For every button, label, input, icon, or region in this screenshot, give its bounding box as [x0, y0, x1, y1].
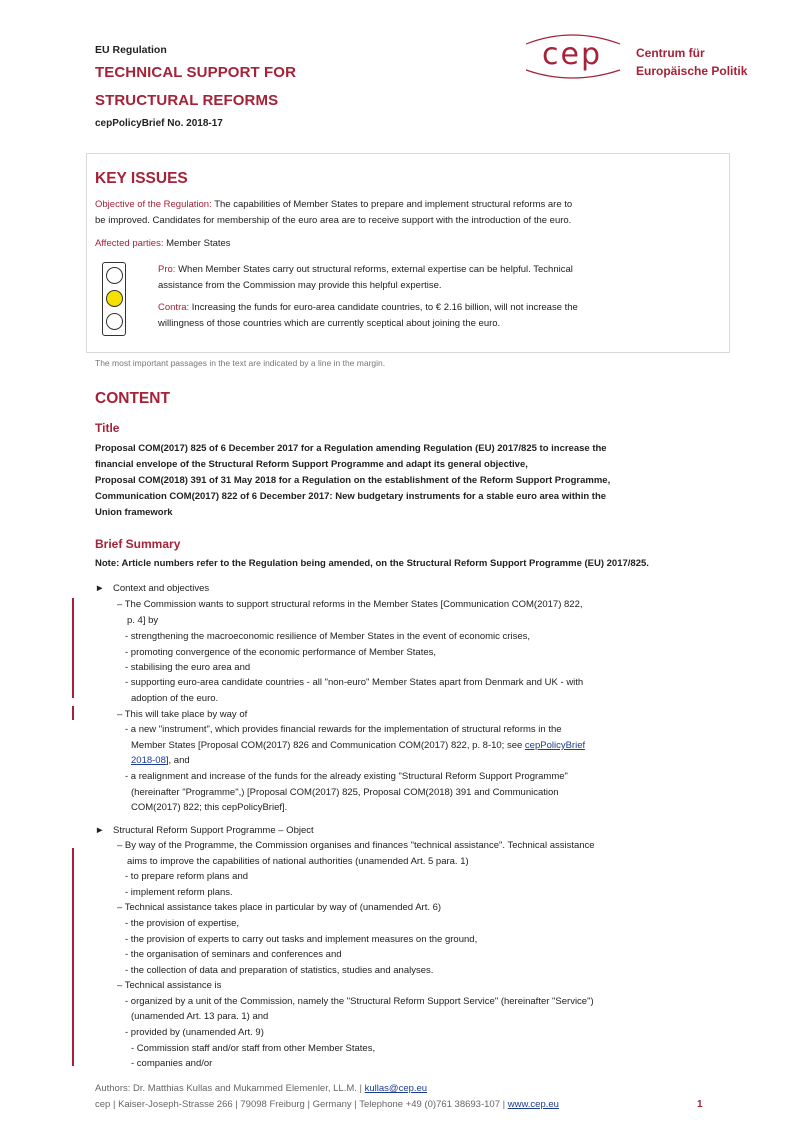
list-item: – This will take place by way of — [117, 709, 248, 720]
traffic-light-icon — [102, 262, 126, 336]
list-item: - Commission staff and/or staff from other Member States, — [131, 1043, 376, 1054]
list-item — [131, 753, 190, 769]
affected-text: Member States — [166, 238, 231, 249]
title-text-line: Proposal COM(2017) 825 of 6 December 2017 for a Regulation amending Regulation (EU) 2017/825 to increase the — [95, 443, 607, 454]
list-item: (hereinafter "Programme",) [Proposal COM(2017) 825, Proposal COM(2018) 391 and Communication — [131, 787, 559, 798]
footer-authors — [95, 1083, 427, 1094]
list-item: - the provision of expertise, — [125, 918, 240, 929]
objective — [95, 197, 707, 229]
traffic-light-yellow-icon — [106, 290, 123, 307]
list-item: – The Commission wants to support structural reforms in the Member States [Communication COM(2017) 822, — [117, 599, 583, 610]
list-item: – Technical assistance is — [117, 980, 222, 991]
list-item: - the organisation of seminars and conferences and — [125, 949, 342, 960]
author-email-link[interactable]: kullas@cep.eu — [364, 1083, 428, 1094]
list-item: p. 4] by — [127, 615, 159, 626]
list-item: aims to improve the capabilities of national authorities (unamended Art. 5 para. 1) — [127, 856, 469, 867]
pro-line-1: When Member States carry out structural reforms, external expertise can be helpful. Technical — [178, 264, 573, 275]
cep-logo — [522, 30, 624, 82]
title-line-1: TECHNICAL SUPPORT FOR — [95, 64, 296, 81]
traffic-light-red-icon — [106, 267, 123, 284]
list-item-text: ], and — [165, 755, 190, 766]
policy-brief-link-2[interactable]: 2018-08 — [131, 755, 166, 766]
contra-line-2: willingness of those countries which are currently sceptical about joining the euro. — [158, 318, 501, 329]
bullet-icon: ► — [95, 583, 105, 594]
section-programme-head: Structural Reform Support Programme – Object — [113, 825, 314, 836]
margin-marker — [72, 706, 74, 720]
list-item: - to prepare reform plans and — [125, 871, 249, 882]
doc-type: EU Regulation — [95, 44, 167, 56]
section-context-head: Context and objectives — [113, 583, 210, 594]
list-item: adoption of the euro. — [131, 693, 219, 704]
list-item: - a realignment and increase of the funds for the already existing "Structural Reform Support Programme" — [125, 771, 568, 782]
margin-marker — [72, 848, 74, 1066]
title-line-2: STRUCTURAL REFORMS — [95, 92, 279, 109]
bullet-icon: ► — [95, 825, 105, 836]
summary-subheading: Brief Summary — [95, 537, 181, 551]
contra — [158, 300, 705, 332]
list-item: – By way of the Programme, the Commission organises and finances "technical assistance". Technical assistance — [117, 840, 595, 851]
org-line-2: Europäische Politik — [636, 64, 748, 78]
authors-text: Authors: Dr. Matthias Kullas and Mukammed Elemenler, LL.M. | — [95, 1083, 362, 1094]
list-item: - a new "instrument", which provides financial rewards for the implementation of structural reforms in the — [125, 724, 562, 735]
affected-label: Affected parties: — [95, 238, 164, 249]
pro-line-2: assistance from the Commission may provide this helpful expertise. — [158, 280, 442, 291]
pro — [158, 262, 705, 294]
title-text-line: Proposal COM(2018) 391 of 31 May 2018 for a Regulation on the establishment of the Reform Support Programme, — [95, 475, 611, 486]
list-item: - provided by (unamended Art. 9) — [125, 1027, 264, 1038]
affected-parties — [95, 236, 231, 252]
margin-marker — [72, 598, 74, 698]
list-item — [131, 738, 585, 754]
traffic-light-green-icon — [106, 313, 123, 330]
content-title: CONTENT — [95, 390, 170, 407]
list-item: COM(2017) 822; this cepPolicyBrief]. — [131, 802, 288, 813]
list-item: - the collection of data and preparation of statistics, studies and analyses. — [125, 965, 434, 976]
list-item: - stabilising the euro area and — [125, 662, 251, 673]
list-item-text: Member States [Proposal COM(2017) 826 and Communication COM(2017) 822, p. 8-10; see — [131, 740, 523, 751]
title-text — [95, 441, 707, 521]
website-link[interactable]: www.cep.eu — [507, 1099, 559, 1110]
title-subheading: Title — [95, 421, 120, 435]
list-item: - promoting convergence of the economic performance of Member States, — [125, 647, 437, 658]
contra-label: Contra: — [158, 302, 190, 313]
title-text-line: financial envelope of the Structural Reform Support Programme and adapt its general objective, — [95, 459, 528, 470]
address-text: cep | Kaiser-Joseph-Strasse 266 | 79098 Freiburg | Germany | Telephone +49 (0)761 38693-107 | — [95, 1099, 506, 1110]
list-item: (unamended Art. 13 para. 1) and — [131, 1011, 269, 1022]
org-name — [636, 44, 747, 80]
list-item: - organized by a unit of the Commission, namely the "Structural Reform Support Service" (hereinafter "Service") — [125, 996, 594, 1007]
contra-line-1: Increasing the funds for euro-area candidate countries, to € 2.16 billion, will not increase the — [191, 302, 578, 313]
page-number: 1 — [697, 1099, 703, 1110]
pro-label: Pro: — [158, 264, 176, 275]
list-item: - the provision of experts to carry out tasks and implement measures on the ground, — [125, 934, 478, 945]
org-line-1: Centrum für — [636, 46, 705, 60]
title-text-line: Union framework — [95, 507, 173, 518]
list-item: - supporting euro-area candidate countries - all "non-euro" Member States apart from Denmark and UK - with — [125, 677, 584, 688]
list-item: - implement reform plans. — [125, 887, 233, 898]
list-item: - companies and/or — [131, 1058, 213, 1069]
key-issues-title: KEY ISSUES — [95, 170, 188, 187]
list-item: - strengthening the macroeconomic resilience of Member States in the event of economic crises, — [125, 631, 530, 642]
objective-line-2: be improved. Candidates for membership of the euro area are to receive support with the introduction of the euro. — [95, 215, 572, 226]
footer-address — [95, 1099, 559, 1110]
objective-label: Objective of the Regulation: — [95, 199, 212, 210]
logo-text: cep — [542, 37, 602, 72]
note: Note: Article numbers refer to the Regulation being amended, on the Structural Reform Support Programme (EU) 2017/825. — [95, 558, 649, 569]
title-text-line: Communication COM(2017) 822 of 6 December 2017: New budgetary instruments for a stable euro area within the — [95, 491, 607, 502]
margin-note: The most important passages in the text are indicated by a line in the margin. — [95, 358, 386, 368]
brief-number: cepPolicyBrief No. 2018-17 — [95, 118, 223, 129]
objective-line-1: The capabilities of Member States to prepare and implement structural reforms are to — [214, 199, 573, 210]
list-item: – Technical assistance takes place in particular by way of (unamended Art. 6) — [117, 902, 442, 913]
policy-brief-link[interactable]: cepPolicyBrief — [524, 740, 586, 751]
